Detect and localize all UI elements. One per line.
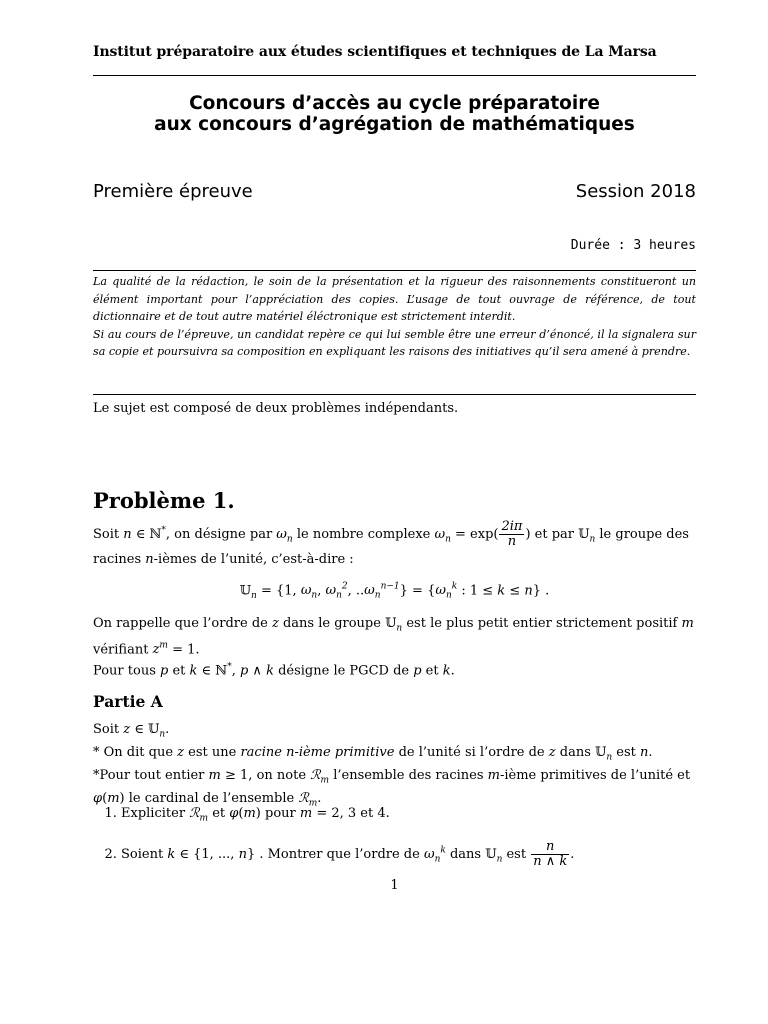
fraction-n-over-gcd: $\frac{n}{n \wedge k}$ xyxy=(533,839,568,870)
instructions-bottom-rule xyxy=(93,394,696,395)
problem-1-heading: Problème 1. xyxy=(93,488,235,513)
session-label: Session 2018 xyxy=(575,181,696,202)
institute-name: Institut préparatoire aux études scientifiques et techniques de La Marsa xyxy=(93,44,657,60)
exam-title-line2: aux concours d’agrégation de mathématiques xyxy=(154,114,635,135)
partie-a-heading: Partie A xyxy=(93,692,163,711)
instructions-paragraph-1: La qualité de la rédaction, le soin de la présentation et la rigueur des raisonnements constitueront un élément important pour l’appréciation des copies. L’usage de tout ouvrage de référence, de tout dictionnaire et de tout autre matériel éléctronique est strictement interdit. xyxy=(93,275,696,324)
order-recall-text: On rappelle que l’ordre de z dans le groupe 𝕌$_n$ est le plus petit entier strictement positif m vérifiant $z^m = 1$. Pour tous p et k ∈ ℕ*, p ∧ k désigne le PGCD de p et k. xyxy=(93,616,694,679)
problem-1-intro: Soit n ∈ ℕ*, on désigne par $\omega_n$ le nombre complexe $\omega_n = \exp$( $\frac{2i\pi}{n}$ ) et par 𝕌$_n$ le groupe des racines n-ièmes de l’unité, c’est-à-dire : xyxy=(93,519,689,567)
exam-info-row xyxy=(93,181,696,202)
duration-label: Durée : 3 heures xyxy=(570,238,696,253)
document-page xyxy=(93,0,696,1024)
exam-title-line1: Concours d’accès au cycle préparatoire xyxy=(189,93,600,114)
instructions-paragraph-2: Si au cours de l’épreuve, un candidat repère ce qui lui semble être une erreur d’énoncé, il la signalera sur sa copie et poursuivra sa composition en expliquant les raisons des initiatives qu’il sera amené à prendre. xyxy=(93,327,696,359)
equation-Un-definition: 𝕌$_n$ = {1, $\omega_n$, $\omega_n^2$, $..\omega_n^{n-1}\} = \{\omega_n^k$ : 1 ≤ k ≤ n} . xyxy=(239,582,550,601)
header-rule xyxy=(93,75,696,76)
question-1: 1. Expliciter ℛ$_m$ et φ(m) pour m = 2, 3 et 4. xyxy=(121,805,696,828)
question-list xyxy=(93,805,696,869)
partie-a-text: Soit z ∈ 𝕌$_n$. * On dit que z est une racine n-ième primitive de l’unité si l’ordre de z dans 𝕌$_n$ est n. *Pour tout entier m ≥ 1, on note ℛ$_m$ l’ensemble des racines m-ième primitives de l’unité et φ(m) le cardinal de l’ensemble ℛ$_m$. xyxy=(93,722,691,809)
fraction-2ipi-over-n: $\frac{2i\pi}{n}$ xyxy=(501,519,523,549)
subject-note: Le sujet est composé de deux problèmes indépendants. xyxy=(93,401,459,416)
instructions-block xyxy=(93,273,696,361)
page-number: 1 xyxy=(390,878,399,893)
instructions-top-rule xyxy=(93,270,696,271)
epreuve-label: Première épreuve xyxy=(93,181,253,202)
question-2: 2. Soient k ∈ {1, ..., n} . Montrer que l’ordre de $\omega_n^k$ dans 𝕌$_n$ est $\frac{n}{n \wedge k}$ . xyxy=(121,840,696,869)
